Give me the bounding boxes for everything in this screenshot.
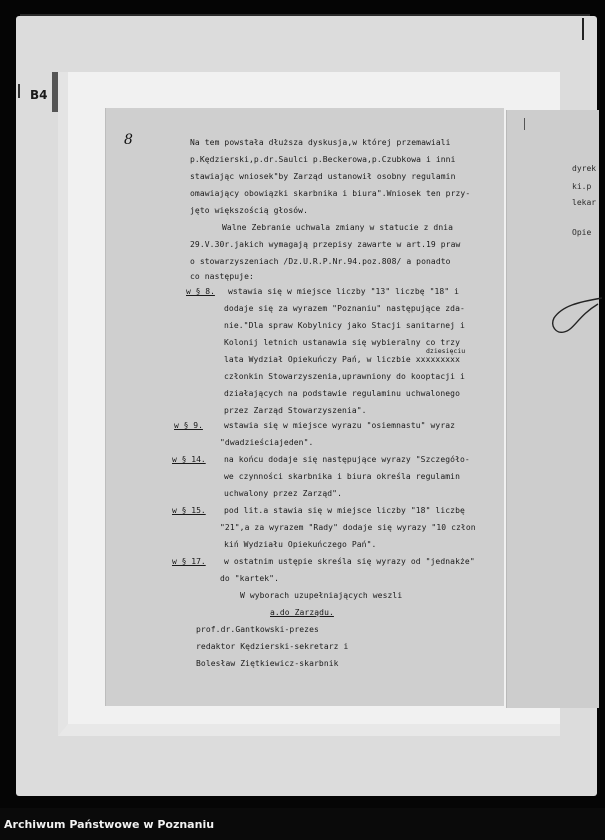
- doc-line: co następuje:: [190, 272, 254, 281]
- member-line: Bolesław Ziętkiewicz-skarbnik: [196, 659, 339, 668]
- section-marker: w § 15.: [172, 506, 206, 515]
- doc-line: uchwalony przez Zarząd".: [224, 489, 342, 498]
- folder-edge-mark: [18, 84, 28, 98]
- section-marker: w § 17.: [172, 557, 206, 566]
- folder-label: B4: [30, 88, 48, 102]
- paper-clip-icon: [548, 292, 604, 340]
- doc-line: omawiający obowiązki skarbnika i biura".Wniosek ten przy-: [190, 189, 471, 198]
- doc-line: jęto większością głosów.: [190, 206, 308, 215]
- doc-line: lata Wydział Opiekuńczy Pań, w liczbie xxxxxxxxx: [224, 355, 460, 364]
- doc-line: działających na podstawie regulaminu uchwalonego: [224, 389, 460, 398]
- doc-line: w ostatnim ustępie skreśla się wyrazy od "jednakże": [224, 557, 475, 566]
- doc-line: 29.V.30r.jakich wymagają przepisy zawarte w art.19 praw: [190, 240, 461, 249]
- doc-line: we czynności skarbnika i biura określa regulamin: [224, 472, 460, 481]
- footer-bar: [0, 808, 605, 840]
- page-number: 8: [124, 132, 133, 148]
- section-marker: w § 8.: [186, 287, 215, 296]
- doc-line: p.Kędzierski,p.dr.Saulci p.Beckerowa,p.Czubkowa i inni: [190, 155, 456, 164]
- adjacent-page-mark: [524, 118, 525, 130]
- archive-credit: Archiwum Państwowe w Poznaniu: [4, 818, 215, 831]
- doc-line: "21",a za wyrazem "Rady" dodaje się wyrazy "10 człon: [220, 523, 476, 532]
- doc-line: na końcu dodaje się następujące wyrazy "Szczegóło-: [224, 455, 470, 464]
- doc-line: członkin Stowarzyszenia,uprawniony do kooptacji i: [224, 372, 465, 381]
- adjacent-fragment: ki.p: [572, 182, 592, 191]
- doc-line: kiń Wydziału Opiekuńczego Pań".: [224, 540, 377, 549]
- adjacent-fragment: dyrek: [572, 164, 597, 173]
- section-heading: a.do Zarządu.: [270, 608, 334, 617]
- doc-line: Kolonij letnich ustanawia się wybieralny co trzy: [224, 338, 460, 347]
- scan-corner-mark: [582, 18, 584, 40]
- doc-line: pod lit.a stawia się w miejsce liczby "18" liczbę: [224, 506, 465, 515]
- doc-line: dodaje się za wyrazem "Poznaniu" następujące zda-: [224, 304, 465, 313]
- doc-line: Walne Zebranie uchwala zmiany w statucie z dnia: [222, 223, 454, 232]
- handwritten-insertion: dziesięciu: [426, 347, 466, 355]
- doc-line: nie."Dla spraw Kobylnicy jako Stacji sanitarnej i: [224, 321, 465, 330]
- doc-line: "dwadzieściajeden".: [220, 438, 314, 447]
- section-marker: w § 9.: [174, 421, 203, 430]
- doc-line: przez Zarząd Stowarzyszenia".: [224, 406, 367, 415]
- member-line: redaktor Kędzierski-sekretarz i: [196, 642, 349, 651]
- section-marker: w § 14.: [172, 455, 206, 464]
- doc-line: wstawia się w miejsce liczby "13" liczbę "18" i: [228, 287, 460, 296]
- doc-line: W wyborach uzupełniających weszli: [240, 591, 403, 600]
- adjacent-fragment: lekar: [572, 198, 597, 207]
- doc-line: stawiając wniosek"by Zarząd ustanowił osobny regulamin: [190, 172, 456, 181]
- member-line: prof.dr.Gantkowski-prezes: [196, 625, 319, 634]
- scan-top-edge: [20, 14, 590, 16]
- doc-line: Na tem powstała dłuższa dyskusja,w której przemawiali: [190, 138, 451, 147]
- doc-line: o stowarzyszeniach /Dz.U.R.P.Nr.94.poz.808/ a ponadto: [190, 257, 451, 266]
- doc-line: wstawia się w miejsce wyrazu "osiemnastu" wyraz: [224, 421, 456, 430]
- doc-line: do "kartek".: [220, 574, 279, 583]
- adjacent-fragment: Opie: [572, 228, 592, 237]
